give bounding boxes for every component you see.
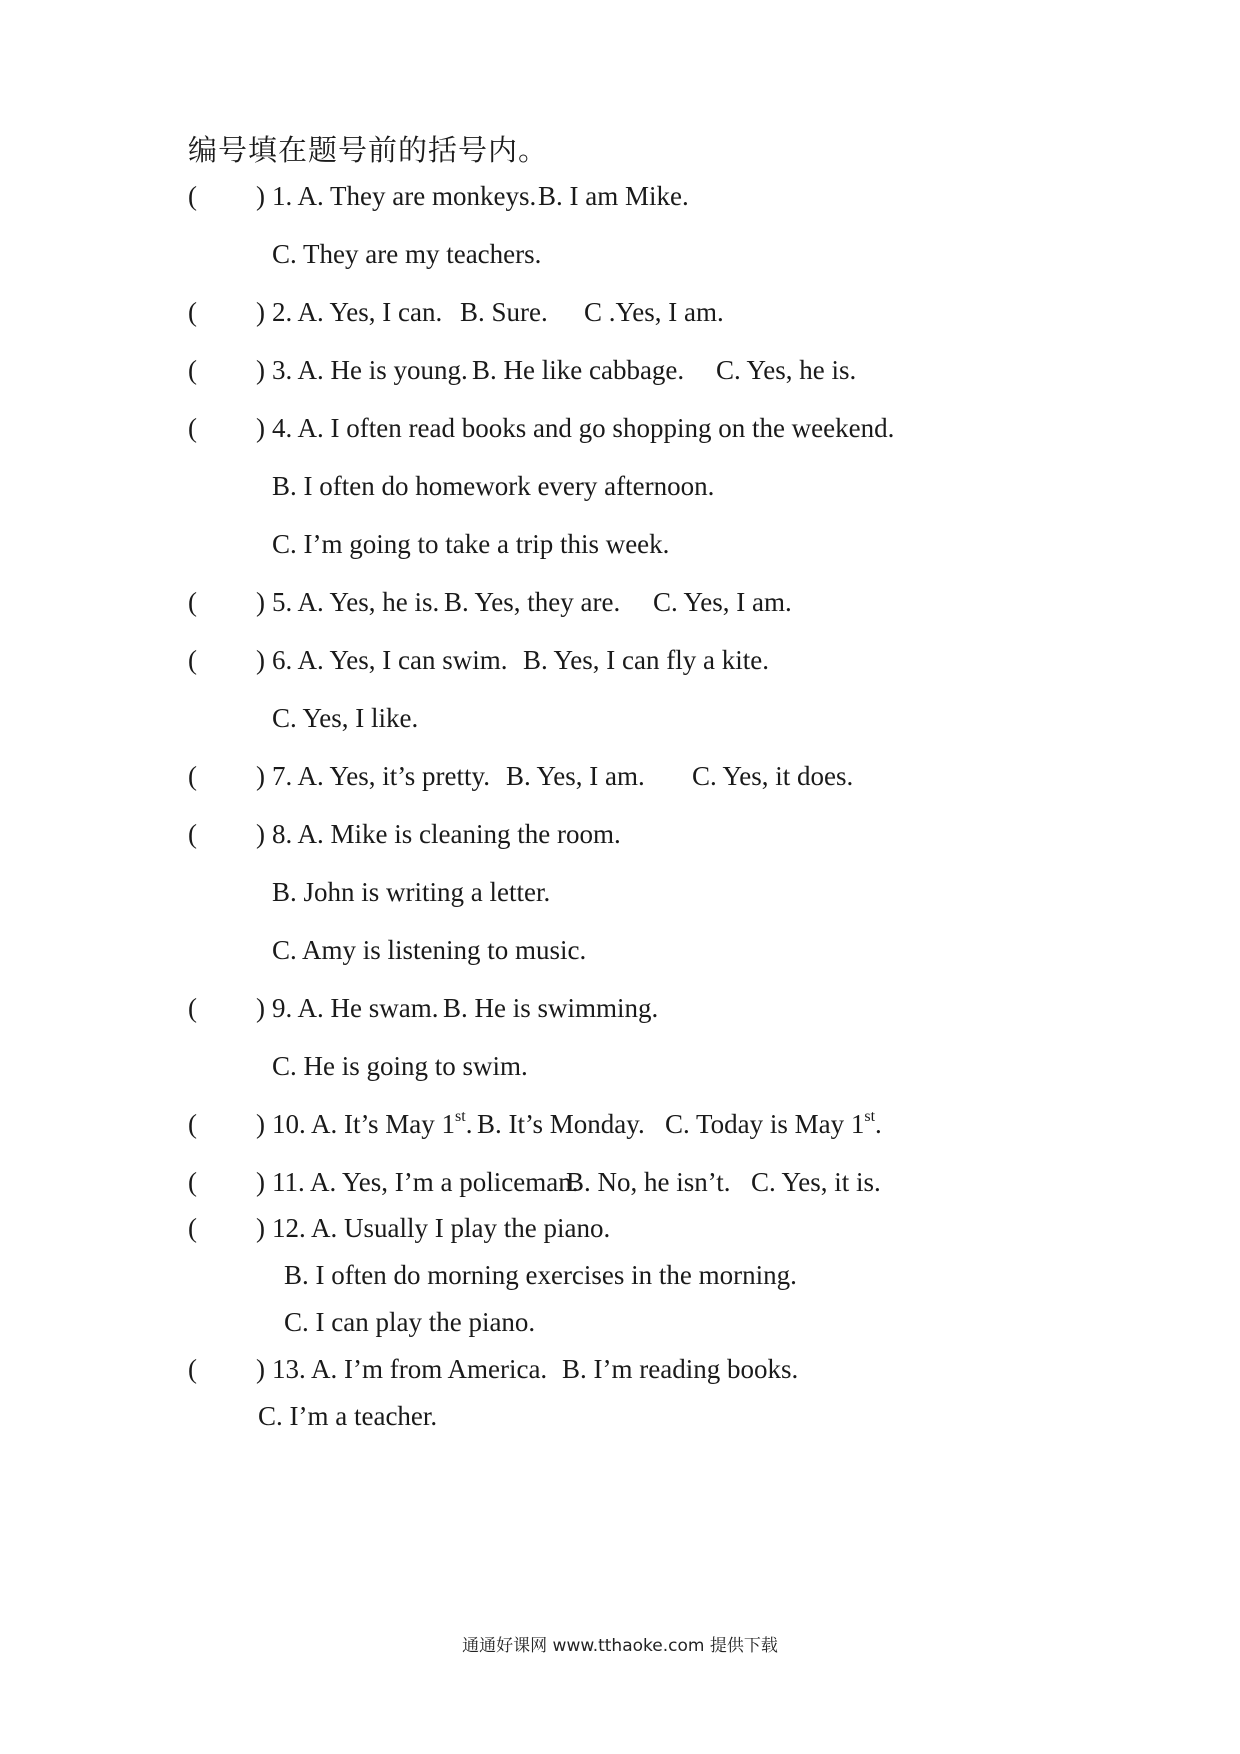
question-number: 9. bbox=[272, 993, 293, 1023]
answer-paren-open: ( bbox=[188, 819, 197, 849]
option-a: A. He is young. bbox=[297, 355, 468, 385]
answer-paren-open: ( bbox=[188, 1354, 197, 1384]
option-b: B. No, he isn’t. bbox=[566, 1167, 731, 1197]
option-c: C. Today is May 1st. bbox=[665, 1108, 882, 1139]
question-number: 6. bbox=[272, 645, 293, 675]
answer-paren-open: ( bbox=[188, 181, 197, 211]
option-a: A. Mike is cleaning the room. bbox=[297, 819, 621, 849]
option-c: C. I’m a teacher. bbox=[258, 1401, 438, 1431]
option-c: C. Yes, I like. bbox=[272, 703, 419, 733]
answer-paren-open: ( bbox=[188, 1167, 197, 1197]
question-number: 7. bbox=[272, 761, 293, 791]
option-b: B. He is swimming. bbox=[443, 993, 659, 1023]
option-b: B. Yes, I can fly a kite. bbox=[523, 645, 769, 675]
option-c: C. I’m going to take a trip this week. bbox=[272, 529, 670, 559]
instruction-text: 编号填在题号前的括号内。 bbox=[188, 133, 549, 167]
answer-paren-open: ( bbox=[188, 355, 197, 385]
answer-paren-open: ( bbox=[188, 1213, 197, 1243]
option-a: A. I often read books and go shopping on the weekend. bbox=[297, 413, 895, 443]
option-c: C. Yes, he is. bbox=[716, 355, 857, 385]
question-number: 11. bbox=[272, 1167, 305, 1197]
answer-paren-open: ( bbox=[188, 587, 197, 617]
question-number: 4. bbox=[272, 413, 293, 443]
option-a: A. He swam. bbox=[297, 993, 439, 1023]
option-c: C. Yes, I am. bbox=[653, 587, 792, 617]
answer-paren-open: ( bbox=[188, 413, 197, 443]
option-b: B. I often do morning exercises in the morning. bbox=[284, 1260, 797, 1290]
option-a: A. Yes, he is. bbox=[297, 587, 440, 617]
option-c: C. He is going to swim. bbox=[272, 1051, 528, 1081]
answer-paren-close: ) bbox=[256, 297, 265, 327]
footer-credit: 通通好课网 www.tthaoke.com 提供下载 bbox=[462, 1636, 778, 1656]
question-number: 2. bbox=[272, 297, 293, 327]
option-c: C .Yes, I am. bbox=[584, 297, 724, 327]
answer-paren-close: ) bbox=[256, 761, 265, 791]
option-b: B. It’s Monday. bbox=[477, 1109, 645, 1139]
option-a: A. Yes, it’s pretty. bbox=[297, 761, 491, 791]
option-c: C. I can play the piano. bbox=[284, 1307, 536, 1337]
answer-paren-open: ( bbox=[188, 761, 197, 791]
option-b: B. Sure. bbox=[460, 297, 548, 327]
question-number: 5. bbox=[272, 587, 293, 617]
answer-paren-close: ) bbox=[256, 993, 265, 1023]
option-a: A. Yes, I can swim. bbox=[297, 645, 508, 675]
answer-paren-close: ) bbox=[256, 1167, 265, 1197]
question-number: 3. bbox=[272, 355, 293, 385]
answer-paren-open: ( bbox=[188, 297, 197, 327]
answer-paren-close: ) bbox=[256, 819, 265, 849]
option-b: B. Yes, I am. bbox=[506, 761, 645, 791]
answer-paren-close: ) bbox=[256, 587, 265, 617]
option-c: C. They are my teachers. bbox=[272, 239, 542, 269]
option-b: B. I am Mike. bbox=[538, 181, 689, 211]
option-b: B. John is writing a letter. bbox=[272, 877, 551, 907]
question-number: 13. bbox=[272, 1354, 306, 1384]
option-b: B. Yes, they are. bbox=[444, 587, 621, 617]
question-number: 12. bbox=[272, 1213, 306, 1243]
option-a: A. They are monkeys. bbox=[297, 181, 537, 211]
question-number: 10. bbox=[272, 1109, 306, 1139]
answer-paren-close: ) bbox=[256, 181, 265, 211]
answer-paren-close: ) bbox=[256, 355, 265, 385]
answer-paren-open: ( bbox=[188, 993, 197, 1023]
answer-paren-close: ) bbox=[256, 413, 265, 443]
answer-paren-close: ) bbox=[256, 1213, 265, 1243]
option-a: A. It’s May 1st. bbox=[311, 1108, 473, 1139]
answer-paren-close: ) bbox=[256, 645, 265, 675]
option-c: C. Yes, it does. bbox=[692, 761, 854, 791]
option-b: B. I’m reading books. bbox=[562, 1354, 799, 1384]
option-a: A. Usually I play the piano. bbox=[311, 1213, 611, 1243]
question-number: 1. bbox=[272, 181, 293, 211]
answer-paren-close: ) bbox=[256, 1354, 265, 1384]
answer-paren-open: ( bbox=[188, 1109, 197, 1139]
option-a: A. I’m from America. bbox=[311, 1354, 548, 1384]
answer-paren-open: ( bbox=[188, 645, 197, 675]
answer-paren-close: ) bbox=[256, 1109, 265, 1139]
option-c: C. Amy is listening to music. bbox=[272, 935, 587, 965]
option-b: B. I often do homework every afternoon. bbox=[272, 471, 715, 501]
question-number: 8. bbox=[272, 819, 293, 849]
option-a: A. Yes, I’m a policeman. bbox=[310, 1167, 579, 1197]
option-b: B. He like cabbage. bbox=[472, 355, 685, 385]
option-c: C. Yes, it is. bbox=[751, 1167, 881, 1197]
option-a: A. Yes, I can. bbox=[297, 297, 443, 327]
